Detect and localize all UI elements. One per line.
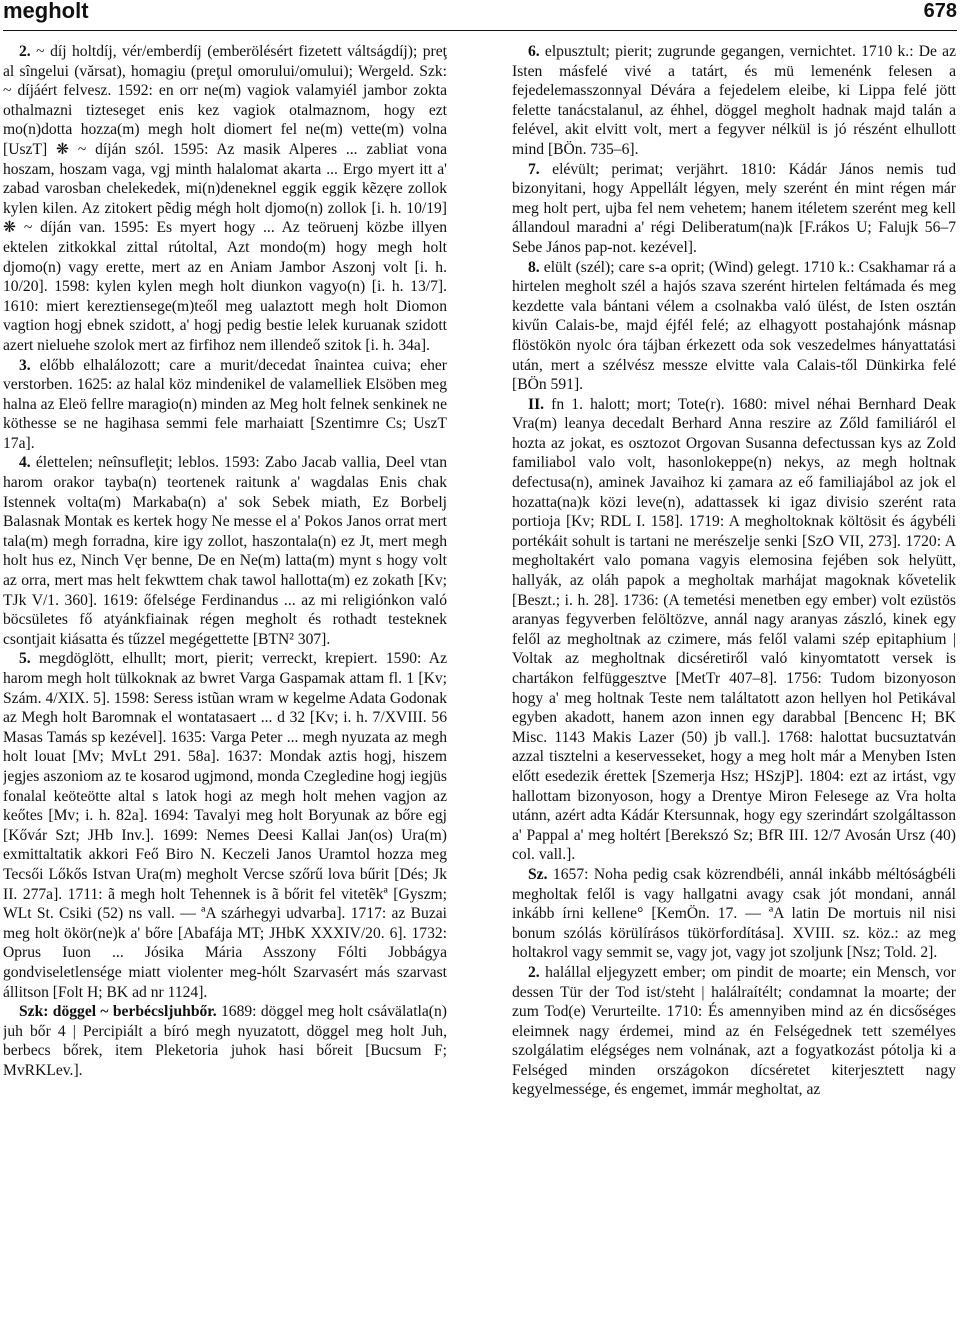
sense-label: 5. bbox=[19, 650, 31, 668]
entry-paragraph bbox=[512, 865, 956, 963]
paragraph-text: elévült; perimat; verjährt. 1810: Kádár János nemis tud bizonyitani, hogy Appellált légyen, mely szerént én mint régen már meg holt pert, ujba fel nem vehetem; hanem itéletem szerént meg kell állandoul maradni a' régi Deliberatum(na)k [F.rákos U; Falujk 56–7 Sebe János pap-not. kezével]. bbox=[512, 160, 956, 256]
page-header bbox=[3, 0, 957, 30]
header-rule bbox=[3, 30, 957, 31]
sense-label: 6. bbox=[528, 43, 540, 60]
sense-label: 7. bbox=[528, 160, 540, 178]
entry-paragraph bbox=[512, 395, 956, 865]
left-column bbox=[3, 42, 447, 1322]
sense-label: 8. bbox=[528, 258, 540, 276]
paragraph-text: megdöglött, elhullt; mort, pierit; verreckt, krepiert. 1590: Az harom megh holt tülkoknak az bwret Varga Gaspamak attam fl. 1 [Kv; Szám. 4/XIX. 5]. 1598: Seress istũan wram w kegelme Adata Godonak az Megh holt Baromnak el wontatasaert ... d 32 [Kv; i. h. 7/XVIII. 56 Masas Tamás sp kezével]. 1635: Varga Peter ... megh nyuzata az megh holt louat [Mv; MvLt 291. 58a]. 1637: Mondak aztis hogj, hiszem jegjes aszoniom az te kosarod ugjmond, monda Czegledine hogj iegjüs fonalal keöteötte altal s latok hogi az megh holt mehen vagjon az keőtes [Mv; i. h. 82a]. 1694: Tavalyi meg holt Boryunak az bőre egj [Kővár Szt; JHb Inv.]. 1699: Nemes Deesi Kallai Jan(os) Ura(m) exmittaltatik akkori Feő Biro N. Keczeli Janos Uramtol hozza meg Tecsői Lőkős Istvan Ura(m) megholt Vercse szőrű lova bűrit [Dés; Jk II. 277a]. 1711: ã megh holt Tehennek is ã bőrit fel vitetẽkª [Gyszm; WLt St. Csiki (52) ns vall. — ªA szárhegyi udvarba]. 1717: az Buzai meg holt ökör(ne)k a' bőre [Abafája MT; JHbK XXXIV/20. 6]. 1732: Oprus Iuon ... Jósika Mária Asszony Fólti Jobbágya gondviseletlensége miatt violenter meg-hólt Szarvasért más szarvast állitson [Folt H; BK ad nr 1124]. bbox=[3, 650, 447, 1001]
sense-label: 3. bbox=[19, 356, 31, 374]
page-number: 678 bbox=[923, 0, 957, 22]
entry-paragraph bbox=[512, 963, 956, 1100]
paragraph-text: előbb elhalálozott; care a murit/decedat înaintea cuiva; eher verstorben. 1625: az halal köz mindenikel de valamelliek Elsöben meg halna az Eleö fellre maragio(n) minden az Meg holt felnek senkinek ne köthesse se ne hagihasa semmi fele marhaiatt [Szentimre Cs; UszT 17a]. bbox=[3, 356, 447, 452]
paragraph-text: elpusztult; pierit; zugrunde gegangen, vernichtet. 1710 k.: De az Isten másfelé vivé a tatárt, és mü lemenénk felesen a fejedelemasszonnyal Dévára a fejedelem eleibe, ki Lippa felé jött felette tanácstalanul, az éhhel, döggel megholt hadnak majd talán a felével, akit elvitt volt, mert a fegyver nélkül is jó részént elhullott mind [BÖn. 735–6]. bbox=[512, 43, 956, 158]
entry-paragraph bbox=[512, 160, 956, 258]
entry-paragraph bbox=[3, 1002, 447, 1080]
entry-paragraph bbox=[3, 42, 447, 356]
sense-label: 2. bbox=[528, 963, 540, 981]
entry-paragraph bbox=[3, 649, 447, 1002]
paragraph-text: ~ díj holtdíj, vér/emberdíj (emberölésért fizetett váltságdíj); preţ al sîngelui (vărsat), homagiu (preţul omorului/omului); Wergeld. Szk: ~ díjáért felvesz. 1592: en orr ne(m) vagiok valamyiél jambor zokta othalmazni tizteseget enis kez vagiok otalmaznom, hogy ezt mo(n)dotta hozza(m) megh holt diomert fel ne(m) vette(m) volna [UszT] ❋ ~ díján szól. 1595: Az masik Alperes ... zabliat vona hoszam, hoszam vaga, vgj minth halalomat akarta ... Ergo myert itt a' zabad varosban chelekedek, mi(n)deneknel eggik eggik kẽzęre zollok kylen kilen. Az zitokert pẽdig mégh holt djomo(n) zollok [i. h. 10/19] ❋ ~ díján van. 1595: Es myert hogy ... Az teöruenj közbe illyen ektelen zitkokkal zittal rútoltal, Azt mondo(m) hogy megh holt djomo(n) vagy erette, mert az en Aniam Jambor Aszonj volt [i. h. 10/20]. 1598: kylen kylen megh holt diunkon vagyo(n) [i. h. 13/7]. 1610: miert kereztiensege(m)teől meg ualaztott megh holt Diomon vagtion hogj ebnek szidott, a' hogj pedig bestie lelek kuruanak szidott azert nieluehe szolok mert az firfihoz nem illendeő szitok [i. h. 34a]. bbox=[3, 43, 447, 354]
entry-paragraph bbox=[512, 42, 956, 160]
running-headword: megholt bbox=[3, 0, 89, 23]
paragraph-text: élettelen; neînsufleţit; leblos. 1593: Zabo Jacab vallia, Deel vtan harom orakor tayba(n) teortenek raitunk a' wagdalas Enis chak Istennek volta(m) Markaba(n) a' sok Sebek miath, Ez Borbelj Balasnak Montak es kertek hogy Ne messe el a' Pokos Janos orrat mert tala(m) megh forradna, kire igy zollot, haszontala(n) ez Jt, mert megh holt hus ez, Ninch Vęr benne, De en Ne(m) latta(m) mynt s hogy volt az orra, mert mas helt fekwttem chak tawol hallotta(m) ez zokath [Kv; TJk V/1. 360]. 1619: őfelsége Ferdinandus ... az mi religiónkon való böcsületes fő atyánkfiainak régen megholt és rothadt testeknek csontjait kiásatta és tűzzel megégettette [BTN² 307]. bbox=[3, 454, 447, 648]
paragraph-text: 1689: döggel meg holt csávälatla(n) juh bőr 4 | Percipiált a bíró megh nyuzatott, döggel meg holt Juh, berbecs bőrek, item Pleketoria juhok hasi bőreit [Bucsum F; MvRKLev.]. bbox=[3, 1003, 447, 1079]
sense-label: 4. bbox=[19, 454, 31, 472]
phrase-label: Szk: döggel ~ berbécsljuhbőr. bbox=[19, 1003, 217, 1021]
section-label: II. bbox=[528, 395, 545, 413]
phrase-label: Sz. bbox=[528, 865, 548, 883]
paragraph-text: 1657: Noha pedig csak közrendbéli, annál inkább méltóságbéli megholtak felől is vagy hallgatni avagy csak jót mondani, annál inkább írni kellene° [KemÖn. 17. — ªA latin De mortuis nil nisi bonum szólás körülírásos tükörfordítása]. XVIII. sz. köz.: az meg holtakrol vagy semmit se, vagy jot, vagy jot szoljunk [Nsz; Told. 2]. bbox=[512, 865, 956, 962]
paragraph-text: halállal eljegyzett ember; om pindit de moarte; ein Mensch, vor dessen Tür der Tod ist/steht | halálraítélt; condamnat la moarte; der zum Tod(e) Verurteilte. 1710: És amennyiben mind az én dicsőséges eleimnek nagy érdemei, mind az én Felségednek tett személyes szolgálatim elégséges nem volnának, azt a fogyatkozást pótolja ki a Felséged minden országokon dícséretet kiterjesztett nagy kegyelmessége, és engemet, immár megholtat, az bbox=[512, 963, 956, 1099]
entry-paragraph bbox=[3, 356, 447, 454]
paragraph-text: elült (szél); care s-a oprit; (Wind) gelegt. 1710 k.: Csakhamar rá a hirtelen megholt szél a hajós szava szerént hirtelen feltámada és meg kezdette vala bántani vélem a csolnakba való ülést, de Isten osztán kivűn Calais-be, majd éjfél felé; az elhagyott postahajónk másnap flöstökön nyolc óra tájban érkezett oda sok veszedelmes hányattatási után, mert a szélvész messze elvitte vala Calais-től Dünkirka felé [BÖn 591]. bbox=[512, 258, 956, 394]
entry-paragraph bbox=[3, 453, 447, 649]
sense-label: 2. bbox=[19, 43, 31, 60]
right-column bbox=[512, 42, 956, 1322]
entry-paragraph bbox=[512, 258, 956, 395]
paragraph-text: fn 1. halott; mort; Tote(r). 1680: mivel néhai Bernhard Deak Vra(m) leanya decedalt Berhard Anna reszire az Zőld familiáról el hozta az jokat, es osztozot Orgovan Susanna defectussan kys az Zold familiabol valo volt, hasonlokeppe(n) nekys, az megh holtnak defectusa(n), aminek Javaihoz ki ẓamara az eő familiajábol az jok el hozatta(na)k közi leve(n), adattassek ki igaz divisio szerént rata portioja [Kv; RDL I. 158]. 1719: A megholtoknak költösit és ágybéli portékáit sohult is tartani ne merészelje senki [SzO VII, 273]. 1720: A megholtakért valo pomana vagyis elemosina fejében sok helyütt, hallyák, az oláh papok a megholtak marhájat magoknak kővetelik [Beszt.; i. h. 28]. 1736: (A temetési menetben egy ember) volt ezüstös aranyas fegyverben felöltözve, annál nagy aranyas zászló, kinek egy felől az megholtnak az czimere, más felől valami szép epitaphium | Voltak az megholtnak dicséretiről való kinyomtatott versek is chartákon felfüggesztve [MetTr 407–8]. 1756: Tudom bizonyoson hogy a' meg holtnak Teste nem találtatott azon hellyen hol Petikával egyben akadott, hanem azon innen egy darabbal [Bencenc H; BK Misc. 1143 Makis Lazer (50) jb vall.]. 1768: halottat bucsuztatván azzal tisztelni a keservesseket, hogy a meg holt már a Menyben Isten előtt esedezik érettek [Szemerja Hsz; HSzjP]. 1804: ezt az irtást, vgy hallottam bizonyoson, hogy a Drentye Miron Felesege az Vra holta utánn, azért adta Kádár Ktersunnak, hogy egy szerindárt szolgáltasson a' Pappal a' meg holtért [Berekszó Sz; BfR III. 12/7 Avosán Ursz (40) col. vall.]. bbox=[512, 395, 956, 864]
